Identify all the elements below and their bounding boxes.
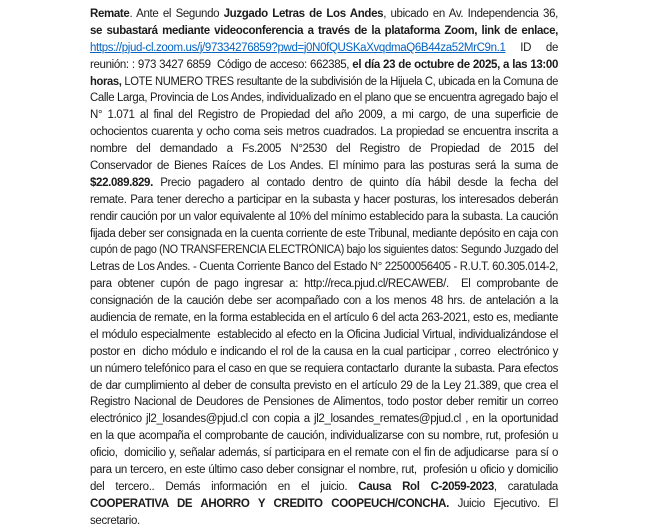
text-line-content — [90, 344, 558, 361]
text-line — [90, 411, 558, 428]
text-line-content — [90, 462, 558, 479]
text-line-content — [90, 310, 558, 327]
text-line — [90, 479, 558, 496]
text-line-content — [90, 361, 558, 378]
text-line — [90, 209, 558, 226]
text-segment: Causa Rol C-2059-2023 — [358, 480, 494, 493]
text-line — [90, 293, 558, 310]
text-segment: audiencia de remate, en la forma establecida en el artículo 6 del acta 263-2021, esto es, mediante — [90, 312, 558, 325]
text-line — [90, 107, 558, 124]
text-line — [90, 124, 558, 141]
text-line-content — [90, 259, 558, 276]
text-segment: secretario. — [90, 514, 140, 527]
text-line — [90, 158, 558, 175]
text-line — [90, 40, 558, 57]
text-segment: en la que acompaña el comprobante de caución, individualizarse con su nombre, rut, profesión u — [90, 430, 559, 443]
text-segment: reunión: : 973 3427 6859 Código de acceso: 662385, — [90, 58, 350, 71]
text-segment: N° 1.071 al final del Registro de Propiedad del año 2009, a mi cargo, de una superficie de — [90, 109, 558, 122]
text-line — [90, 344, 558, 361]
text-line — [90, 310, 558, 327]
text-line — [90, 141, 558, 158]
text-segment: Juzgado Letras de Los Andes — [223, 8, 384, 20]
text-segment: horas, — [90, 75, 122, 88]
text-segment: rendir caución por un valor equivalente al 10% del mínimo establecido para la subasta. La caución — [90, 210, 558, 223]
text-line-content — [90, 479, 558, 496]
text-segment: oficio, domicilio y, señalar además, sí participara en el remate con el fin de adjudicarse para sí o — [90, 447, 558, 460]
text-line — [90, 276, 558, 293]
text-line-content — [90, 496, 558, 513]
text-line — [90, 57, 558, 74]
text-segment: Registro Nacional de Deudores de Pensiones de Alimentos, todo postor deber remitir un correo — [90, 396, 558, 409]
text-segment: postor en dicho módulo e indicando el rol de la causa en la cual participar , correo electrónico y — [90, 345, 558, 358]
text-segment: Remate — [90, 8, 130, 20]
text-segment: , ubicado en Av. Independencia 36, — [383, 8, 558, 20]
text-segment: para un tercero, en este último caso deber consignar el nombre, rut, profesión u oficio y domicilio — [90, 464, 558, 477]
text-line-content — [90, 209, 558, 226]
text-line-content — [90, 158, 558, 175]
text-line-content — [90, 141, 558, 158]
text-line-content — [90, 513, 140, 530]
text-segment: Conservador de Bienes Raíces de Los Andes. El mínimo para las posturas será la suma de — [90, 160, 558, 173]
text-segment: cupón de pago (NO TRANSFERENCIA ELECTRÓNICA) bajo los siguientes datos: Segundo Juzgado del — [90, 244, 559, 257]
text-line — [90, 428, 558, 445]
text-line — [90, 327, 558, 344]
text-segment: ID de — [505, 41, 558, 54]
text-line-content — [90, 411, 558, 428]
text-line — [90, 462, 558, 479]
text-line — [90, 23, 558, 40]
text-segment: un número telefónico para el caso en que se requiera contactarlo durante la subasta. Para efectos — [90, 362, 559, 375]
text-line-content — [90, 57, 558, 74]
text-segment: ochocientos cuarenta y ocho coma seis metros cuadrados. La propiedad se encuentra inscrita a — [90, 126, 558, 139]
text-line-content — [90, 394, 558, 411]
text-segment: $22.089.829. — [90, 176, 153, 189]
text-line — [90, 192, 558, 209]
text-line-content — [90, 90, 558, 107]
text-segment: consignación de la caución debe ser acompañado con a los menos 48 hrs. de antelación a la — [90, 295, 558, 308]
text-segment: fijada deber ser consignada en la cuenta corriente de este Tribunal, mediante depósito en caja con — [90, 227, 559, 240]
text-line — [90, 496, 558, 513]
text-line — [90, 361, 558, 378]
text-segment: Precio pagadero al contado dentro de quinto día hábil desde la fecha del — [152, 176, 558, 189]
text-line-content — [90, 378, 558, 395]
text-line — [90, 74, 558, 91]
text-line — [90, 6, 558, 23]
text-line — [90, 394, 558, 411]
text-line-content — [90, 175, 558, 192]
text-line-content — [90, 74, 558, 91]
text-segment: Juicio Ejecutivo. El — [448, 497, 558, 510]
text-segment: LOTE NUMERO TRES resultante de la subdivisión de la Hijuela C, ubicada en la Comuna de — [121, 75, 558, 88]
text-line-content — [90, 192, 558, 209]
text-segment: se subastará mediante videoconferencia a través de la plataforma Zoom, link de enlace, — [90, 24, 558, 37]
text-line — [90, 378, 558, 395]
text-line-content — [90, 107, 558, 124]
auction-notice-text — [90, 6, 558, 530]
text-line-content — [90, 428, 558, 445]
text-segment: nombre del demandado a Fs.2005 N°2530 del Registro de Propiedad de 2015 del — [90, 143, 558, 156]
text-line — [90, 513, 558, 530]
text-segment: el día 23 de octubre de 2025, a las 13:00 — [349, 58, 558, 71]
text-segment: el módulo especialmente establecido al efecto en la Oficina Judicial Virtual, individualizándose el — [90, 328, 558, 341]
text-line-content — [90, 445, 558, 462]
text-segment: Letras de Los Andes. - Cuenta Corriente Banco del Estado N° 22500056405 - R.U.T. 60.305.014-2, — [90, 261, 558, 274]
text-line — [90, 175, 558, 192]
text-line-content — [90, 23, 558, 40]
text-segment: . Ante el Segundo — [129, 8, 224, 20]
text-line-content — [90, 327, 558, 344]
text-line-content — [90, 40, 558, 57]
text-line-content — [90, 6, 558, 23]
text-segment: , caratulada — [493, 480, 558, 493]
text-line-content — [90, 242, 558, 259]
text-segment: electrónico jl2_losandes@pjud.cl con copia a jl2_losandes_remates@pjud.cl , en la oportunidad — [90, 413, 558, 426]
text-line-content — [90, 226, 558, 243]
zoom-meeting-link[interactable]: https://pjud-cl.zoom.us/j/97334276859?pwd=j0N0fQUSKaXvqdmaQ6B44za52MrC9n.1 — [90, 41, 506, 54]
text-segment: para obtener cupón de pago ingresar a: http://reca.pjud.cl/RECAWEB/. El comprobante de — [90, 278, 558, 291]
text-line — [90, 445, 558, 462]
text-line — [90, 226, 558, 243]
text-segment: remate. Para tener derecho a participar en la subasta y hacer posturas, los interesados deberán — [90, 193, 558, 206]
text-line-content — [90, 276, 558, 293]
text-line — [90, 90, 558, 107]
text-line — [90, 259, 558, 276]
text-segment: de dar cumplimiento al deber de consulta previsto en el artículo 29 de la Ley 21.389, que crea el — [90, 379, 558, 392]
text-line — [90, 242, 558, 259]
text-line-content — [90, 293, 558, 310]
text-segment: COOPERATIVA DE AHORRO Y CREDITO COOPEUCH/CONCHA. — [90, 497, 449, 510]
text-line-content — [90, 124, 558, 141]
text-segment: Calle Larga, Provincia de Los Andes, individualizado en el plano que se encuentra agregado bajo el — [90, 92, 558, 105]
text-segment: del tercero.. Demás información en el juicio. — [90, 480, 359, 493]
